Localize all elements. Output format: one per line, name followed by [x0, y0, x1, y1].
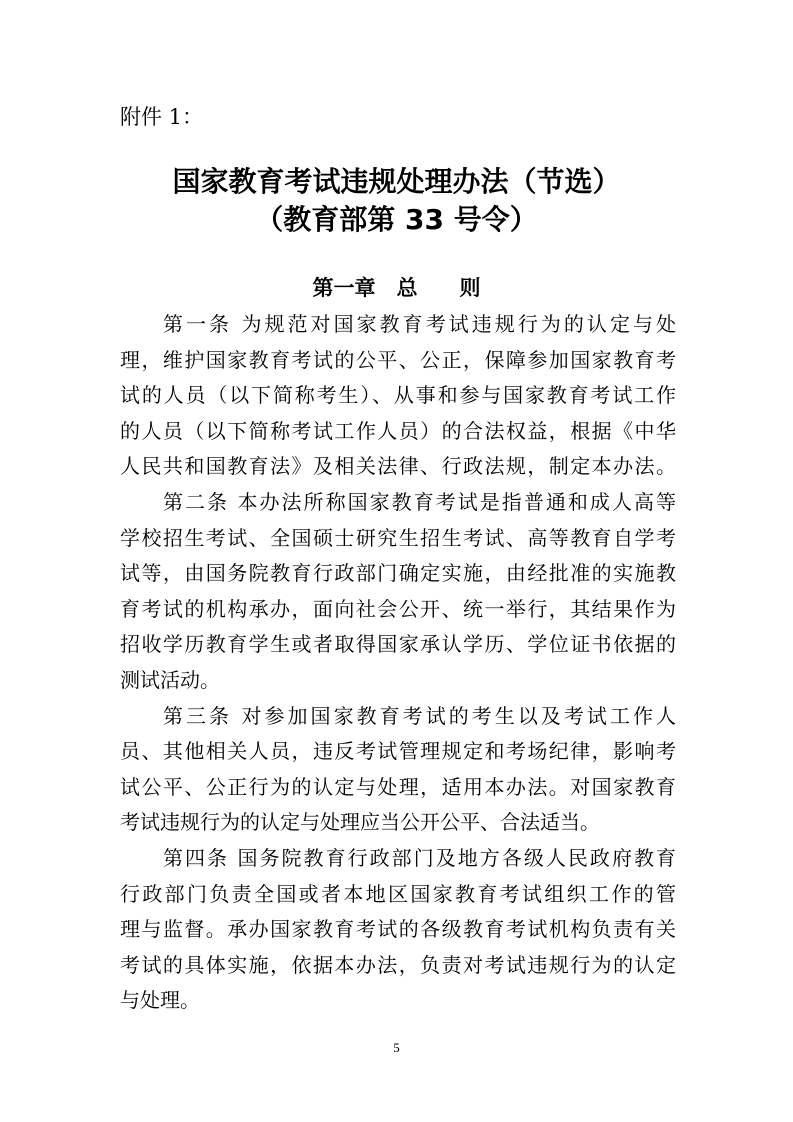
document-title: 国家教育考试违规处理办法（节选）	[172, 165, 621, 198]
article-4	[120, 841, 676, 1019]
text-line: 的人员（以下简称考试工作人员）的合法权益，根据《中华	[120, 418, 676, 443]
text-line: 第一条 为规范对国家教育考试违规行为的认定与处	[163, 312, 676, 336]
text-line: 理，维护国家教育考试的公平、公正，保障参加国家教育考	[120, 347, 676, 372]
document-body	[120, 307, 676, 1019]
text-line: 第四条 国务院教育行政部门及地方各级人民政府教育	[163, 845, 676, 870]
text-line: 招收学历教育学生或者取得国家承认学历、学位证书依据的	[120, 632, 676, 657]
text-line: 理与监督。承办国家教育考试的各级教育考试机构负责有关	[120, 917, 676, 942]
text-line: 测试活动。	[120, 667, 220, 692]
text-line: 考试的具体实施，依据本办法，负责对考试违规行为的认定	[120, 952, 676, 977]
text-line: 育考试的机构承办，面向社会公开、统一举行，其结果作为	[120, 596, 676, 621]
text-line: 第三条 对参加国家教育考试的考生以及考试工作人	[163, 703, 676, 728]
article-3	[120, 699, 676, 841]
text-line: 人民共和国教育法》及相关法律、行政法规，制定本办法。	[120, 454, 676, 479]
text-line: 试公平、公正行为的认定与处理，适用本办法。对国家教育	[120, 774, 676, 799]
chapter-heading: 第一章 总 则	[312, 276, 481, 300]
text-line: 试等，由国务院教育行政部门确定实施，由经批准的实施教	[120, 561, 676, 586]
page-number: 5	[393, 1040, 400, 1055]
text-line: 学校招生考试、全国硕士研究生招生考试、高等教育自学考	[120, 525, 676, 550]
article-2	[120, 485, 676, 699]
text-line: 与处理。	[120, 988, 200, 1013]
attachment-label: 附件 1：	[120, 105, 204, 129]
article-1	[120, 307, 676, 485]
text-line: 行政部门负责全国或者本地区国家教育考试组织工作的管	[120, 881, 676, 906]
text-line: 考试违规行为的认定与处理应当公开公平、合法适当。	[120, 810, 600, 835]
text-line: 第二条 本办法所称国家教育考试是指普通和成人高等	[163, 489, 676, 514]
text-line: 试的人员（以下简称考生）、从事和参与国家教育考试工作	[120, 383, 676, 408]
document-subtitle: （教育部第 33 号令）	[255, 203, 538, 236]
text-line: 员、其他相关人员，违反考试管理规定和考场纪律，影响考	[120, 739, 676, 764]
